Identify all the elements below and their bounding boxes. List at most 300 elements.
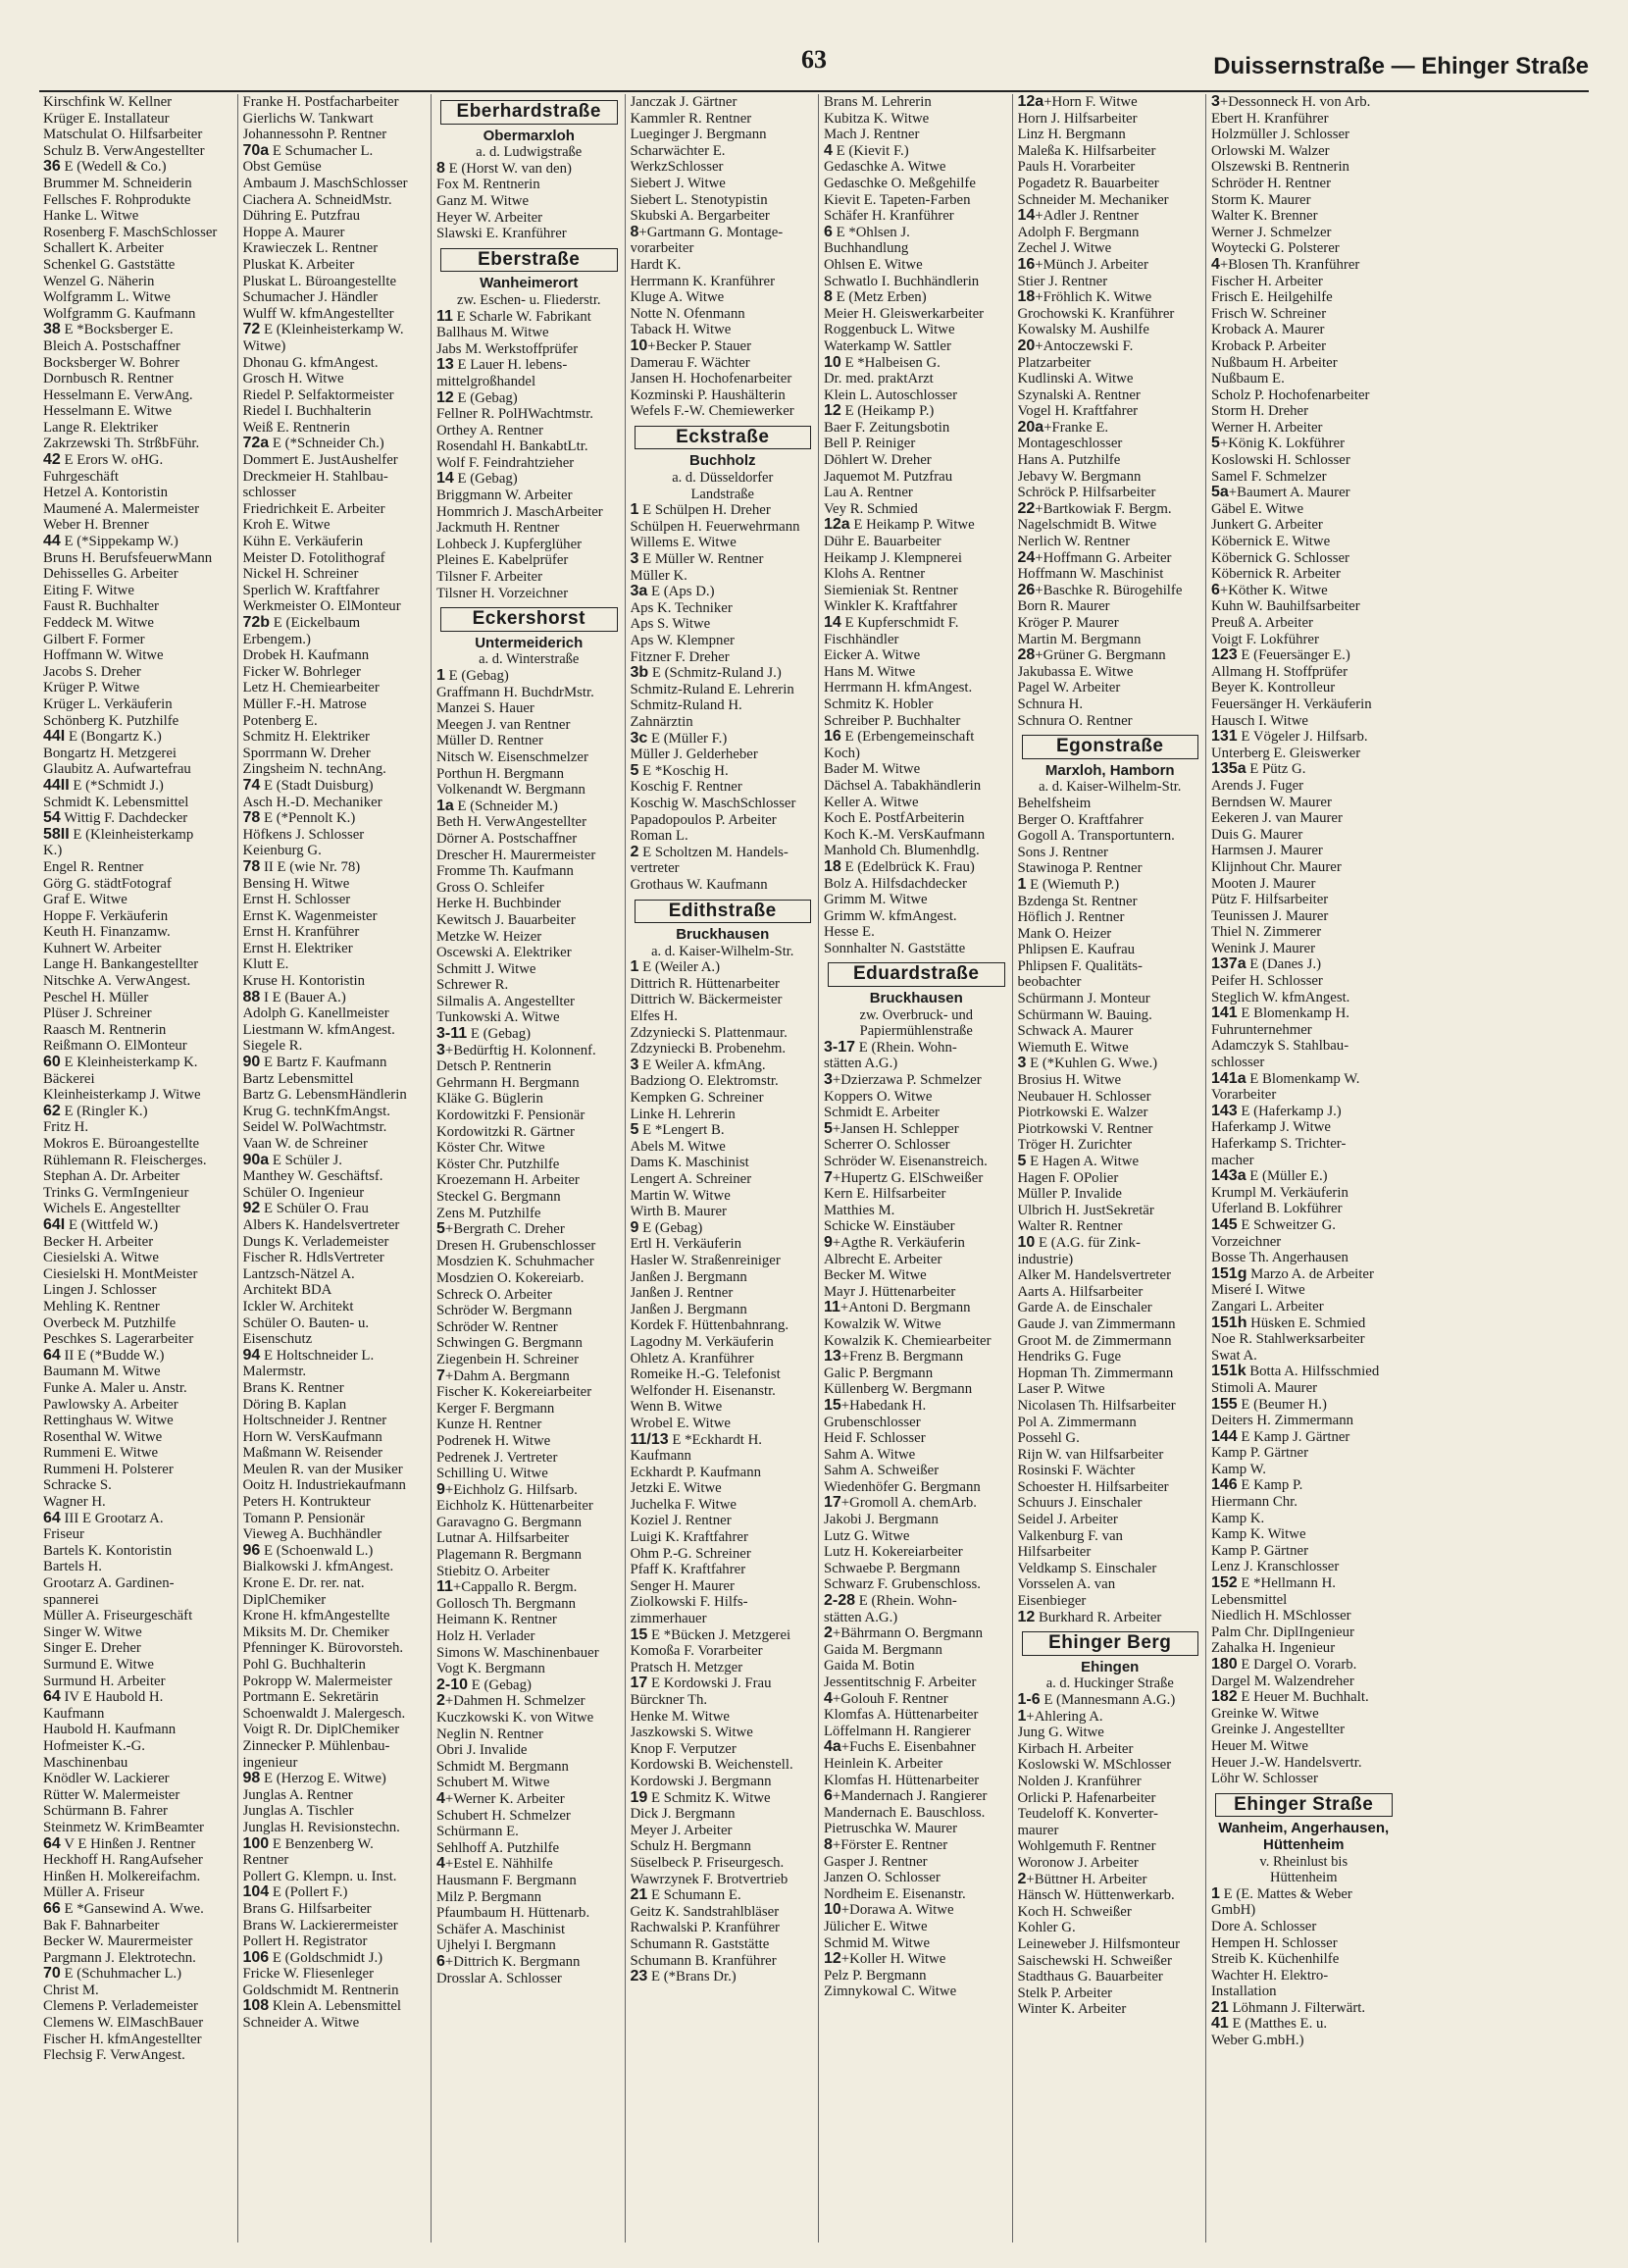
resident-entry: Fitzner F. Dreher (630, 648, 730, 665)
street-location-note: Landstraße (690, 486, 754, 502)
resident-entry: Groot M. de Zimmermann (1017, 1332, 1172, 1349)
resident-entry: Ballhaus M. Witwe (436, 325, 549, 341)
resident-entry: Asch H.-D. Mechaniker (242, 794, 382, 810)
resident-entry: Siegele R. (242, 1038, 303, 1055)
resident-entry: Rettinghaus W. Witwe (43, 1413, 174, 1429)
house-number: 74 (242, 777, 261, 794)
house-entry-text: E Schmitz K. Witwe (647, 1789, 771, 1806)
house-number: 70 (43, 1966, 61, 1983)
house-entry (43, 1348, 234, 1365)
house-entry-text: E Weiler A. kfmAng. (638, 1057, 766, 1073)
house-number: 3-11 (436, 1026, 468, 1043)
resident-entry: Krüger P. Witwe (43, 680, 140, 696)
resident-entry: Rummeni H. Polsterer (43, 1461, 174, 1477)
house-entry (436, 357, 622, 374)
house-entry (824, 403, 1009, 420)
resident-entry: Scherrer O. Schlosser (824, 1137, 950, 1154)
resident-entry: Meister D. Fotolithograf (242, 549, 385, 566)
house-entry (243, 143, 429, 160)
resident-entry: Frisch W. Schreiner (1211, 305, 1327, 322)
resident-entry: Architekt BDA (242, 1282, 332, 1299)
resident-entry: Kamp W. (1211, 1461, 1266, 1477)
house-number: 14 (824, 615, 841, 631)
house-entry-text: II E (*Budde W.) (60, 1347, 165, 1364)
resident-entry: Heimann K. Rentner (436, 1612, 557, 1628)
street-location-note: Hüttenheim (1270, 1870, 1338, 1886)
house-entry-text: +Mandernach J. Rangierer (832, 1788, 988, 1805)
house-number: 72 (242, 322, 261, 338)
street-location-note: zw. Overbruck- und (859, 1006, 973, 1023)
resident-entry: Born R. Maurer (1017, 598, 1110, 615)
house-number: 19 (630, 1789, 648, 1806)
house-entry-text: E *Ohlsen J. (832, 224, 910, 240)
house-number: 180 (1211, 1657, 1238, 1673)
resident-entry: Lutz G. Witwe (824, 1527, 910, 1544)
house-number: 5 (630, 1122, 639, 1139)
resident-entry: Albrecht E. Arbeiter (824, 1251, 942, 1267)
resident-entry: Klijnhout Chr. Maurer (1211, 858, 1342, 875)
resident-entry: Kordowitzki R. Gärtner (436, 1123, 575, 1140)
resident-entry: Schmitt J. Witwe (436, 960, 536, 977)
house-entry (824, 289, 1009, 306)
house-entry-text: +Franke E. (1043, 419, 1109, 436)
resident-entry: schlosser (242, 485, 296, 501)
resident-entry: Stelk P. Arbeiter (1017, 1984, 1113, 2001)
house-entry-text: E (Edelbrück K. Frau) (840, 858, 975, 875)
resident-entry: Pawlowsky A. Arbeiter (43, 1396, 178, 1413)
resident-entry: Schmidt E. Arbeiter (824, 1105, 940, 1121)
resident-entry: Meyer J. Arbeiter (630, 1822, 733, 1838)
resident-entry: Kordek F. Hüttenbahnrang. (630, 1317, 789, 1334)
resident-entry: Koschig F. Rentner (630, 779, 742, 796)
house-number: 12a (1017, 94, 1044, 110)
house-entry (436, 309, 622, 326)
house-entry-text: +Köther K. Witwe (1219, 582, 1328, 598)
resident-entry: Plagemann R. Bergmann (436, 1547, 583, 1564)
resident-entry: Dungs K. Verlademeister (242, 1233, 389, 1250)
resident-entry: Dommert E. JustAushelfer (242, 452, 398, 469)
house-entry-text: +Büttner H. Arbeiter (1026, 1871, 1147, 1887)
house-number: 123 (1211, 647, 1238, 664)
resident-entry: Lutnar A. Hilfsarbeiter (436, 1530, 570, 1547)
resident-entry: Zahalka H. Ingenieur (1211, 1640, 1336, 1657)
directory-column (625, 94, 819, 2242)
resident-entry: Lebensmittel (1211, 1591, 1288, 1608)
house-entry-text: E (*Brans Dr.) (647, 1969, 737, 1985)
resident-entry: Hempen H. Schlosser (1211, 1934, 1338, 1951)
resident-entry: Alker M. Handelsvertreter (1017, 1267, 1172, 1284)
resident-entry: Plüser J. Schreiner (43, 1005, 152, 1022)
house-number: 64 (43, 1510, 61, 1526)
resident-entry: Dresen H. Grubenschlosser (436, 1237, 596, 1254)
resident-entry: Koziel J. Rentner (630, 1513, 732, 1529)
house-number: 44 (43, 534, 61, 550)
resident-entry: Küllenberg W. Bergmann (824, 1381, 973, 1398)
resident-entry: Schwaebe P. Bergmann (824, 1560, 961, 1576)
resident-entry: Wenink J. Maurer (1211, 940, 1316, 956)
resident-entry: Peschkes S. Lagerarbeiter (43, 1331, 194, 1348)
resident-entry: Jessentitschnig F. Arbeiter (824, 1675, 977, 1690)
resident-entry: Löhr W. Schlosser (1211, 1771, 1318, 1787)
resident-entry: Fellner R. PolHWachtmstr. (436, 406, 593, 423)
house-number: 44I (43, 729, 66, 746)
house-entry (243, 1771, 429, 1787)
house-number: 64 (43, 1689, 61, 1706)
resident-entry: Wawrzynek F. Brotvertrieb (630, 1871, 789, 1887)
resident-entry: Trinks G. VermIngenieur (43, 1184, 189, 1201)
house-entry-text: +Dorawa A. Witwe (840, 1902, 954, 1919)
house-entry (631, 1432, 816, 1449)
resident-entry: Schröder H. Rentner (1211, 175, 1332, 191)
resident-entry: Heyer W. Arbeiter (436, 209, 543, 226)
resident-entry: Jabs M. Werkstoffprüfer (436, 340, 579, 357)
house-number: 16 (1017, 256, 1036, 273)
resident-entry: Szynalski A. Rentner (1017, 387, 1141, 403)
resident-entry: Grothaus W. Kaufmann (630, 876, 768, 893)
resident-entry: Jakubassa E. Witwe (1017, 663, 1134, 680)
resident-entry: Jaszkowski S. Witwe (630, 1725, 753, 1741)
resident-entry: Dreckmeier H. Stahlbau- (242, 468, 388, 485)
resident-entry: Nitsch W. Eisenschmelzer (436, 748, 588, 765)
house-number: 38 (43, 322, 61, 338)
resident-entry: Jackmuth H. Rentner (436, 520, 560, 537)
resident-entry: Pfaumbaum H. Hüttenarb. (436, 1905, 590, 1922)
resident-entry: Eichholz K. Hüttenarbeiter (436, 1498, 593, 1515)
resident-entry: Pluskat K. Arbeiter (242, 256, 355, 273)
house-number: 5 (824, 1120, 833, 1137)
resident-entry: Köbernick G. Schlosser (1211, 549, 1349, 566)
resident-entry: Pogadetz R. Bauarbeiter (1017, 175, 1159, 191)
house-entry-text: E (Metz Erben) (832, 289, 927, 306)
resident-entry: Sonnhalter N. Gaststätte (824, 940, 966, 956)
resident-entry: Hopman Th. Zimmermann (1017, 1365, 1174, 1381)
district-heading: Marxloh, Hamborn (1044, 761, 1175, 779)
house-entry (824, 1788, 1009, 1805)
house-entry-text: IV E Haubold H. (60, 1689, 164, 1706)
resident-entry: Milz P. Bergmann (436, 1888, 542, 1905)
house-number: 3 (436, 1042, 445, 1058)
resident-entry: Gollosch Th. Bergmann (436, 1595, 577, 1612)
resident-entry: Mosdzien O. Kokereiarb. (436, 1269, 585, 1286)
house-entry (824, 517, 1009, 534)
resident-entry: Eisenschutz (242, 1331, 313, 1348)
house-number: 13 (436, 357, 454, 374)
house-entry-text: Wittig F. Dachdecker (60, 810, 188, 827)
house-entry-text: E (Kleinheisterkamp (69, 826, 194, 843)
house-number: 151k (1211, 1364, 1246, 1380)
directory-column (237, 94, 432, 2242)
house-entry-text: +Koller H. Witwe (840, 1951, 946, 1968)
resident-entry: Kruse H. Kontoristin (242, 973, 366, 990)
resident-entry: Winkler K. Kraftfahrer (824, 598, 958, 615)
resident-entry: Bartels K. Kontoristin (43, 1542, 173, 1559)
resident-entry: Arends J. Fuger (1211, 777, 1304, 794)
house-number: 10 (630, 337, 648, 354)
resident-entry: Hardt K. (630, 256, 682, 273)
resident-entry: Hesselmann E. Witwe (43, 403, 173, 420)
house-entry-text: E (Weiler A.) (638, 959, 721, 976)
house-number: 15 (630, 1626, 648, 1643)
street-location-note: a. d. Huckinger Straße (1045, 1675, 1174, 1692)
house-entry-text: E Bartz F. Kaufmann (260, 1055, 387, 1071)
house-entry-text: E Schweitzer G. (1237, 1216, 1336, 1233)
resident-entry: Grimm M. Witwe (824, 892, 928, 908)
house-entry-text: E Schumacher L. (269, 142, 374, 159)
house-number: 135a (1211, 761, 1246, 778)
house-entry (243, 778, 429, 795)
resident-entry: Gäbel E. Witwe (1211, 500, 1304, 517)
resident-entry: Frisch E. Heilgehilfe (1211, 289, 1333, 306)
resident-entry: Janczak J. Gärtner (630, 94, 738, 110)
resident-entry: Miksits M. Dr. Chemiker (242, 1624, 389, 1640)
resident-entry: Bader M. Witwe (824, 761, 921, 778)
resident-entry: Schwarz F. Grubenschloss. (824, 1576, 981, 1593)
resident-entry: Schubert M. Witwe (436, 1775, 550, 1791)
resident-entry: Becker H. Arbeiter (43, 1233, 154, 1250)
resident-entry: Tilsner F. Arbeiter (436, 569, 543, 586)
resident-entry: Mandernach E. Bauschloss. (824, 1804, 986, 1821)
resident-entry: Vorzeichner (1211, 1233, 1282, 1250)
house-number: 41 (1211, 2016, 1229, 2033)
street-heading: Eduardstraße (828, 962, 1005, 987)
house-entry (1211, 1575, 1397, 1592)
resident-entry: Pollert G. Klempn. u. Inst. (242, 1868, 397, 1884)
resident-entry: Vogt K. Bergmann (436, 1661, 545, 1677)
resident-entry: vertreter (630, 860, 680, 877)
resident-entry: Hoffmann W. Maschinist (1017, 566, 1164, 583)
house-number: 18 (824, 858, 841, 875)
house-number: 4 (824, 1690, 833, 1707)
house-entry-text: +Bährmann O. Bergmann (832, 1625, 984, 1642)
house-entry (1018, 420, 1203, 437)
house-entry-text: E (Gebag) (453, 471, 518, 488)
street-location-note: zw. Eschen- u. Fliederstr. (457, 291, 601, 308)
resident-entry: Ebert H. Kranführer (1211, 110, 1329, 127)
resident-entry: Wachter H. Elektro- (1211, 1967, 1329, 1984)
house-number: 1 (1211, 1885, 1220, 1902)
resident-entry: Lau A. Rentner (824, 485, 913, 501)
resident-entry: Pluskat L. Büroangestellte (242, 273, 397, 289)
resident-entry: Papadopoulos P. Arbeiter (630, 811, 777, 828)
resident-entry: Kluge A. Witwe (630, 289, 725, 306)
house-number: 2 (824, 1625, 833, 1642)
resident-entry: Brans W. Lackierermeister (242, 1917, 398, 1933)
resident-entry: Wichels E. Angestellter (43, 1201, 180, 1217)
house-number: 6 (824, 1788, 833, 1805)
resident-entry: Zingsheim N. technAng. (242, 761, 386, 778)
resident-entry: Silmalis A. Angestellter (436, 993, 575, 1009)
house-number: 9 (436, 1481, 445, 1498)
resident-entry: Matthies M. (824, 1202, 895, 1218)
resident-entry: Schnura O. Rentner (1017, 712, 1133, 729)
resident-entry: Singer W. Witwe (43, 1624, 142, 1640)
resident-entry: Klohs A. Rentner (824, 566, 926, 583)
house-number: 137a (1211, 956, 1246, 973)
resident-entry: Aarts A. Hilfsarbeiter (1017, 1283, 1144, 1300)
resident-entry: Hendriks G. Fuge (1017, 1349, 1122, 1366)
resident-entry: Krüger L. Verkäuferin (43, 696, 173, 712)
resident-entry: Graffmann H. BuchdrMstr. (436, 684, 594, 700)
resident-entry: Ziegenbein H. Schreiner (436, 1351, 580, 1367)
resident-entry: Wohlgemuth F. Rentner (1017, 1838, 1156, 1855)
house-number: 2-10 (436, 1676, 469, 1693)
district-heading: Wanheim, Angerhausen, Hüttenheim (1218, 1820, 1390, 1853)
house-entry-text: E *Gansewind A. Wwe. (60, 1900, 204, 1917)
resident-entry: Maleßa K. Hilfsarbeiter (1017, 142, 1156, 159)
house-number: 70a (242, 142, 270, 159)
house-entry-text: E (Mannesmann A.G.) (1040, 1692, 1176, 1708)
resident-entry: Rummeni E. Witwe (43, 1445, 159, 1462)
page-number: 63 (801, 45, 827, 74)
resident-entry: Schürmann W. Bauing. (1017, 1006, 1152, 1023)
resident-entry: Schröck P. Hilfsarbeiter (1017, 485, 1156, 501)
resident-entry: Schwatlo I. Buchhändlerin (824, 273, 980, 289)
resident-entry: Storm H. Dreher (1211, 403, 1309, 420)
resident-entry: Köster Chr. Witwe (436, 1140, 545, 1157)
resident-entry: Döhlert W. Dreher (824, 452, 932, 469)
resident-entry: Hänsch W. Hüttenwerkarb. (1017, 1887, 1175, 1904)
house-number: 64 (43, 1835, 61, 1852)
house-entry-text: E (Erbengemeinschaft (840, 729, 975, 746)
resident-entry: Gaude J. van Zimmermann (1017, 1315, 1176, 1332)
house-entry (43, 452, 234, 469)
house-entry (1211, 1689, 1397, 1706)
resident-entry: Bleich A. Postschaffner (43, 337, 180, 354)
resident-entry: Taback H. Witwe (630, 322, 732, 338)
resident-entry: Krone H. kfmAngestellte (242, 1608, 390, 1624)
house-entry-text: +Ahlering A. (1026, 1708, 1103, 1725)
resident-entry: Wolf F. Feindrahtzieher (436, 454, 575, 471)
house-entry-text: E Heuer M. Buchhalt. (1237, 1689, 1369, 1706)
resident-entry: Friseur (43, 1526, 84, 1543)
house-entry-text: E *Lengert B. (638, 1122, 725, 1139)
resident-entry: Schmidt M. Bergmann (436, 1758, 569, 1775)
house-entry (1211, 1364, 1397, 1380)
house-number: 11 (824, 1300, 840, 1316)
resident-entry: Storm K. Maurer (1211, 191, 1311, 208)
house-entry (631, 1122, 816, 1139)
resident-entry: Manthey W. Geschäftsf. (242, 1168, 383, 1185)
resident-entry: Jacobs S. Dreher (43, 663, 141, 680)
resident-entry: Klomfas A. Hüttenarbeiter (824, 1707, 979, 1724)
resident-entry: Valkenburg F. van (1017, 1527, 1123, 1544)
resident-entry: Lingen J. Schlosser (43, 1282, 157, 1299)
house-entry (631, 1220, 816, 1237)
resident-entry: Brosius H. Witwe (1017, 1072, 1122, 1089)
house-number: 146 (1211, 1477, 1238, 1494)
resident-entry: Garde A. de Einschaler (1017, 1300, 1152, 1316)
resident-entry: Wulff W. kfmAngestellter (242, 305, 394, 322)
house-entry-text: Hüsken E. Schmied (1246, 1314, 1366, 1331)
house-entry-text: +Fuchs E. Eisenbahner (840, 1739, 976, 1756)
resident-entry: Schubert H. Schmelzer (436, 1807, 571, 1824)
resident-entry: Drosslar A. Schlosser (436, 1970, 562, 1986)
house-number: 10 (824, 1902, 841, 1919)
house-number: 90a (242, 1152, 270, 1168)
house-entry (824, 1235, 1009, 1252)
resident-entry: Holtschneider J. Rentner (242, 1413, 387, 1429)
resident-entry: Buchhandlung (824, 240, 909, 257)
resident-entry: Müller K. (630, 567, 687, 584)
house-entry-text: E (Aps D.) (647, 584, 715, 600)
resident-entry: Mosdzien K. Schuhmacher (436, 1254, 594, 1270)
resident-entry: Dittrich R. Hüttenarbeiter (630, 975, 780, 992)
house-number: 22 (1017, 500, 1036, 517)
resident-entry: Zens M. Putzhilfe (436, 1205, 541, 1221)
house-entry-text: E Kamp P. (1237, 1477, 1303, 1494)
directory-column (1012, 94, 1206, 2242)
house-entry-text: E (Matthes E. u. (1228, 2016, 1328, 2033)
house-entry-text: +Gartmann G. Montage- (638, 224, 784, 240)
resident-entry: Surmund E. Witwe (43, 1657, 154, 1673)
resident-entry: Köster Chr. Putzhilfe (436, 1156, 560, 1172)
house-entry (1211, 1397, 1397, 1414)
resident-entry: Olszewski B. Rentnerin (1211, 159, 1349, 176)
house-entry (824, 1349, 1009, 1366)
resident-entry: Nordheim E. Eisenanstr. (824, 1885, 966, 1902)
resident-entry: Werner J. Schmelzer (1211, 224, 1332, 240)
resident-entry: vorarbeiter (630, 240, 694, 257)
resident-entry: Ernst K. Wagenmeister (242, 907, 378, 924)
house-entry-text: E (Rhein. Wohn- (855, 1593, 957, 1610)
house-number: 1 (436, 668, 445, 684)
resident-entry: Jung G. Witwe (1017, 1725, 1104, 1741)
house-entry-text: E (Wittfeld W.) (65, 1216, 158, 1233)
resident-entry: Schürmann B. Fahrer (43, 1803, 168, 1820)
resident-entry: Voigt F. Lokführer (1211, 631, 1319, 647)
house-entry-text: +Jansen H. Schlepper (832, 1120, 959, 1137)
resident-entry: Pauls H. Vorarbeiter (1017, 159, 1136, 176)
resident-entry: Gierlichs W. Tankwart (242, 110, 374, 127)
resident-entry: Leineweber J. Hilfsmonteur (1017, 1935, 1181, 1952)
house-number: 62 (43, 1103, 61, 1119)
house-entry (824, 615, 1009, 632)
resident-entry: Adolph F. Bergmann (1017, 224, 1140, 240)
resident-entry: Singer E. Dreher (43, 1640, 141, 1657)
resident-entry: Kleinheisterkamp J. Witwe (43, 1087, 201, 1104)
resident-entry: Mank O. Heizer (1017, 925, 1112, 942)
resident-entry: Schallert K. Arbeiter (43, 240, 164, 257)
house-entry-text: +Habedank H. (840, 1397, 927, 1414)
resident-entry: Ciachera A. SchneidMstr. (242, 191, 392, 208)
resident-entry: Laser P. Witwe (1017, 1381, 1105, 1398)
resident-entry: Sahm A. Witwe (824, 1446, 916, 1463)
resident-entry: Gehrmann H. Bergmann (436, 1074, 580, 1091)
resident-entry: Vogel H. Kraftfahrer (1017, 403, 1139, 420)
house-entry (436, 799, 622, 815)
house-entry-text: II E (wie Nr. 78) (260, 858, 361, 875)
resident-entry: Hasler W. Straßenreiniger (630, 1252, 781, 1268)
house-number: 8 (824, 289, 833, 306)
resident-entry: Kirbach H. Arbeiter (1017, 1740, 1134, 1757)
house-entry-text: Löhmann J. Filterwärt. (1228, 1999, 1366, 2016)
house-entry (1211, 1266, 1397, 1283)
resident-entry: Bosse Th. Angerhausen (1211, 1250, 1348, 1266)
house-number: 18 (1017, 289, 1036, 306)
house-entry (824, 225, 1009, 241)
house-entry (243, 1055, 429, 1071)
resident-entry: Potenberg E. (242, 712, 318, 729)
resident-entry: Schneider A. Witwe (242, 2015, 360, 2032)
resident-entry: GmbH) (1211, 1902, 1256, 1919)
house-entry (1018, 1610, 1203, 1626)
resident-entry: Rijn W. van Hilfsarbeiter (1017, 1446, 1164, 1463)
house-number: 11 (436, 308, 453, 325)
resident-entry: Klutt E. (242, 956, 289, 973)
house-entry (824, 1691, 1009, 1708)
house-entry (1018, 338, 1203, 355)
resident-entry: Manhold Ch. Blumenhdlg. (824, 843, 980, 859)
